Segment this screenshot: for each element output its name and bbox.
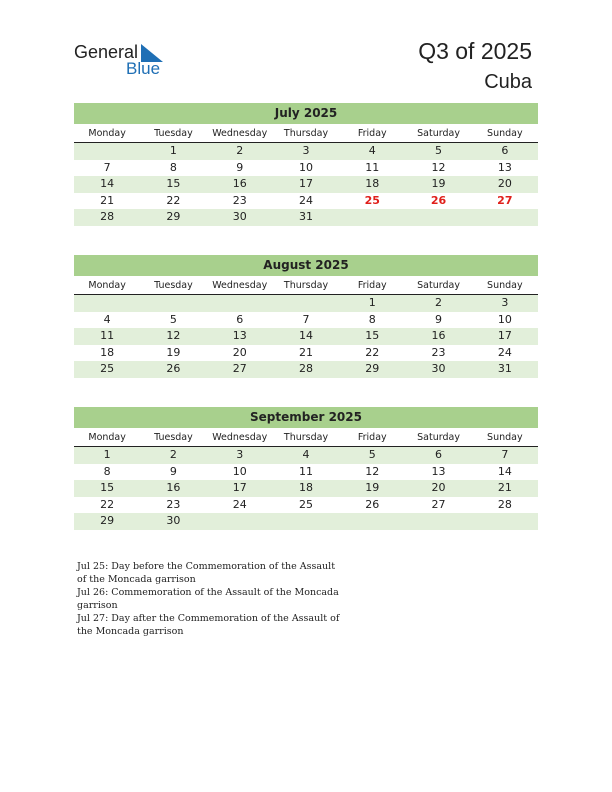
week-row [74, 447, 538, 464]
day-cell: 1 [368, 296, 376, 309]
day-cell: 18 [100, 345, 115, 359]
day-cell: 14 [497, 464, 512, 478]
day-cell: 24 [497, 345, 512, 359]
day-cell: 18 [298, 481, 313, 494]
day-cell [207, 295, 273, 312]
month-calendar-july [74, 103, 538, 226]
day-cell [472, 513, 538, 530]
day-cell: 17 [298, 177, 313, 190]
day-cell: 7 [302, 312, 310, 326]
day-cell: 24 [298, 193, 313, 207]
day-cell: 26 [430, 193, 447, 207]
day-cell: 9 [169, 464, 177, 478]
day-cell [339, 513, 405, 530]
day-cell: 12 [365, 464, 380, 478]
weekday-label: Thursday [283, 280, 329, 291]
day-cell: 29 [365, 362, 380, 375]
country-name: Cuba [484, 71, 532, 93]
day-cell: 31 [497, 362, 512, 375]
day-cell [140, 295, 206, 312]
day-cell: 24 [232, 497, 247, 511]
day-cell: 23 [232, 193, 247, 207]
day-cell: 11 [298, 464, 313, 478]
month-title: August 2025 [74, 255, 538, 276]
day-cell: 22 [100, 497, 115, 511]
month-calendar-september [74, 407, 538, 530]
day-cell: 5 [435, 144, 443, 157]
week-row [74, 328, 538, 345]
day-cell: 25 [364, 193, 380, 207]
holiday-note: Jul 27: Day after the Commemoration of the Assault of the Moncada garrison [77, 613, 340, 637]
month-title: September 2025 [74, 407, 538, 428]
day-cell: 6 [236, 312, 244, 326]
day-cell: 14 [100, 177, 115, 190]
day-cell: 20 [497, 177, 512, 190]
day-cell [405, 513, 471, 530]
day-cell: 12 [166, 329, 181, 342]
day-cell: 29 [100, 514, 115, 527]
weekday-label: Friday [357, 432, 387, 443]
day-cell [74, 295, 140, 312]
day-cell: 8 [368, 312, 376, 326]
day-cell: 1 [169, 144, 177, 157]
holiday-note: Jul 26: Commemoration of the Assault of the Moncada garrison [77, 587, 339, 611]
week-row [74, 464, 538, 481]
month-title: July 2025 [74, 103, 538, 124]
day-cell: 2 [236, 144, 244, 157]
day-cell: 23 [431, 345, 446, 359]
day-cell: 25 [100, 362, 115, 375]
day-cell: 1 [103, 448, 111, 461]
day-cell: 19 [431, 177, 446, 190]
week-row [74, 513, 538, 530]
day-cell [405, 209, 471, 226]
logo-text-blue: Blue [126, 59, 161, 78]
day-cell: 28 [497, 497, 512, 511]
day-cell: 8 [169, 160, 177, 174]
day-cell: 11 [100, 329, 115, 342]
day-cell: 30 [232, 210, 247, 223]
day-cell: 26 [166, 362, 181, 375]
day-cell: 6 [501, 144, 509, 157]
week-row [74, 176, 538, 193]
day-cell: 14 [298, 329, 313, 342]
week-row [74, 345, 538, 362]
day-cell [339, 209, 405, 226]
weekday-label: Thursday [283, 128, 329, 139]
day-cell: 20 [232, 345, 247, 359]
day-cell: 7 [103, 160, 111, 174]
day-cell: 15 [166, 177, 181, 190]
day-cell: 16 [431, 329, 446, 342]
weekday-label: Saturday [417, 128, 460, 139]
day-cell: 9 [435, 312, 443, 326]
day-cell: 25 [298, 497, 313, 511]
day-cell [472, 209, 538, 226]
holiday-note: Jul 25: Day before the Commemoration of the Assault of the Moncada garrison [77, 561, 336, 585]
day-cell: 17 [232, 481, 247, 494]
day-cell: 27 [232, 362, 247, 375]
day-cell: 16 [166, 481, 181, 494]
generalblue-logo [74, 42, 184, 82]
day-cell: 19 [365, 481, 380, 494]
day-cell: 30 [431, 362, 446, 375]
day-cell: 13 [497, 160, 512, 174]
day-cell: 2 [435, 296, 443, 309]
day-cell: 31 [298, 210, 313, 223]
week-row [74, 497, 538, 514]
weekday-label: Sunday [487, 280, 523, 291]
week-row [74, 209, 538, 226]
weekday-label: Tuesday [154, 280, 193, 291]
day-cell: 27 [497, 193, 513, 207]
day-cell: 15 [365, 329, 380, 342]
day-cell [74, 143, 140, 160]
day-cell: 5 [368, 448, 376, 461]
weekday-label: Thursday [283, 432, 329, 443]
weekday-header-row [74, 125, 538, 143]
day-cell: 3 [302, 144, 310, 157]
day-cell [207, 513, 273, 530]
month-calendar-august [74, 255, 538, 378]
weekday-label: Friday [357, 280, 387, 291]
day-cell: 23 [166, 497, 181, 511]
day-cell: 28 [298, 362, 313, 375]
day-cell: 6 [435, 448, 443, 461]
day-cell: 7 [501, 448, 509, 461]
day-cell: 3 [501, 296, 509, 309]
day-cell: 21 [298, 345, 313, 359]
day-cell: 26 [365, 497, 380, 511]
day-cell: 10 [497, 312, 512, 326]
weekday-label: Tuesday [154, 128, 193, 139]
weekday-label: Tuesday [154, 432, 193, 443]
day-cell: 3 [236, 448, 244, 461]
day-cell: 22 [365, 345, 380, 359]
day-cell: 4 [368, 144, 376, 157]
logo-text-general: General [74, 42, 139, 62]
weekday-label: Sunday [487, 128, 523, 139]
holiday-notes [77, 560, 347, 638]
week-row [74, 193, 538, 210]
weekday-label: Friday [357, 128, 387, 139]
week-row [74, 160, 538, 177]
weekday-label: Monday [88, 432, 126, 443]
day-cell: 4 [302, 448, 310, 461]
day-cell: 20 [431, 481, 446, 494]
day-cell: 18 [365, 177, 380, 190]
weekday-header-row [74, 429, 538, 447]
day-cell: 12 [431, 160, 446, 174]
day-cell: 11 [365, 160, 380, 174]
day-cell: 28 [100, 210, 115, 223]
day-cell: 19 [166, 345, 181, 359]
week-row [74, 295, 538, 312]
day-cell: 16 [232, 177, 247, 190]
weekday-label: Saturday [417, 432, 460, 443]
day-cell: 13 [232, 329, 247, 342]
page-title: Q3 of 2025 [418, 38, 532, 64]
day-cell: 22 [166, 193, 181, 207]
week-row [74, 143, 538, 160]
day-cell: 5 [169, 312, 177, 326]
day-cell: 2 [169, 448, 177, 461]
day-cell: 21 [100, 193, 115, 207]
day-cell: 4 [103, 312, 111, 326]
day-cell: 9 [236, 160, 244, 174]
day-cell: 21 [497, 481, 512, 494]
weekday-label: Wednesday [212, 128, 268, 139]
weekday-label: Monday [88, 280, 126, 291]
day-cell: 17 [497, 329, 512, 342]
day-cell: 29 [166, 210, 181, 223]
weekday-label: Monday [88, 128, 126, 139]
week-row [74, 361, 538, 378]
day-cell: 27 [431, 497, 446, 511]
day-cell [273, 295, 339, 312]
weekday-label: Sunday [487, 432, 523, 443]
day-cell: 8 [103, 464, 111, 478]
weekday-label: Wednesday [212, 432, 268, 443]
weekday-label: Saturday [417, 280, 460, 291]
weekday-header-row [74, 277, 538, 295]
weekday-label: Wednesday [212, 280, 268, 291]
day-cell: 15 [100, 481, 115, 494]
day-cell: 10 [298, 160, 313, 174]
day-cell: 10 [232, 464, 247, 478]
day-cell: 13 [431, 464, 446, 478]
day-cell [273, 513, 339, 530]
week-row [74, 312, 538, 329]
day-cell: 30 [166, 514, 181, 527]
week-row [74, 480, 538, 497]
